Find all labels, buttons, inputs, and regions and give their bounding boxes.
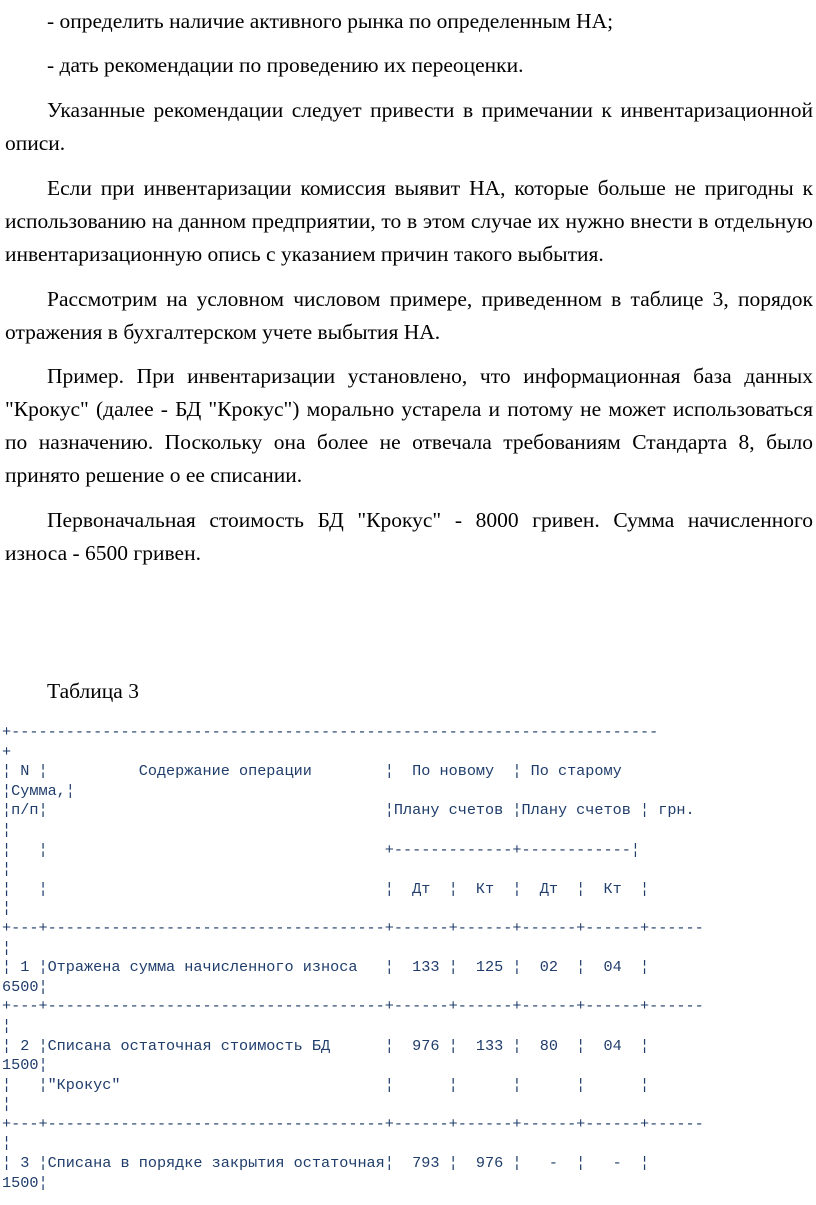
paragraph-7: Первоначальная стоимость БД "Крокус" - 8000 гривен. Сумма начисленного износа - 6500 гривен.: [5, 508, 813, 565]
table-separator: +---+-------------------------------------+------+------+------+------+------: [2, 997, 704, 1016]
table-separator: +---+-------------------------------------+------+------+------+------+------: [2, 918, 704, 937]
table-header-line: ¦Сумма,¦: [2, 781, 75, 800]
table-row: ¦ 1 ¦Отражена сумма начисленного износа ¦ 133 ¦ 125 ¦ 02 ¦ 04 ¦: [2, 958, 650, 977]
table-header-line: ¦ ¦ +-------------+------------¦: [2, 840, 640, 859]
table-title: Таблица 3: [47, 679, 139, 703]
table-header-line: ¦ N ¦ Содержание операции ¦ По новому ¦ По старому: [2, 762, 640, 781]
table-line: ¦: [2, 1134, 12, 1153]
table-header-line: ¦ ¦ ¦ Дт ¦ Кт ¦ Дт ¦ Кт ¦: [2, 879, 650, 898]
table-line: +-----------------------------------------------------------------------: [2, 723, 659, 741]
table-line: ¦: [2, 820, 12, 839]
table-row: 1500¦: [2, 1056, 48, 1075]
table-row: 1500¦: [2, 1173, 48, 1192]
table-line: ¦: [2, 899, 12, 918]
table-row: ¦ ¦"Крокус" ¦ ¦ ¦ ¦ ¦: [2, 1075, 650, 1094]
table-separator: +---+-------------------------------------+------+------+------+------+------: [2, 1114, 704, 1133]
table-row: 6500¦: [2, 977, 48, 996]
ascii-table: [2, 723, 704, 1193]
paragraph-2: - дать рекомендации по проведению их переоценки.: [47, 53, 524, 77]
table-line: +: [2, 742, 12, 761]
table-header-line: ¦п/п¦ ¦Плану счетов ¦Плану счетов ¦ грн.: [2, 801, 695, 820]
table-line: ¦: [2, 860, 12, 879]
table-row: ¦ 2 ¦Списана остаточная стоимость БД ¦ 976 ¦ 133 ¦ 80 ¦ 04 ¦: [2, 1036, 650, 1055]
table-line: ¦: [2, 1095, 12, 1114]
paragraph-5: Рассмотрим на условном числовом примере, приведенном в таблице 3, порядок отражения в бухгалтерском учете выбытия НА.: [5, 287, 813, 344]
paragraph-4: Если при инвентаризации комиссия выявит НА, которые больше не пригодны к использованию на данном предприятии, то в этом случае их нужно внести в отдельную инвентаризационную опись с указанием причин такого выбытия.: [5, 176, 813, 266]
paragraph-6: Пример. При инвентаризации установлено, что информационная база данных "Крокус" (далее - БД "Крокус") морально устарела и потому не может использоваться по назначению. Поскольку она более не отвечала требованиям Стандарта 8, было принято решение о ее списании.: [5, 364, 813, 487]
table-row: ¦ 3 ¦Списана в порядке закрытия остаточная¦ 793 ¦ 976 ¦ - ¦ - ¦: [2, 1154, 650, 1173]
table-line: ¦: [2, 938, 12, 957]
paragraph-3: Указанные рекомендации следует привести в примечании к инвентаризационной описи.: [5, 98, 813, 155]
table-line: ¦: [2, 1016, 12, 1035]
paragraph-1: - определить наличие активного рынка по определенным НА;: [47, 9, 614, 33]
